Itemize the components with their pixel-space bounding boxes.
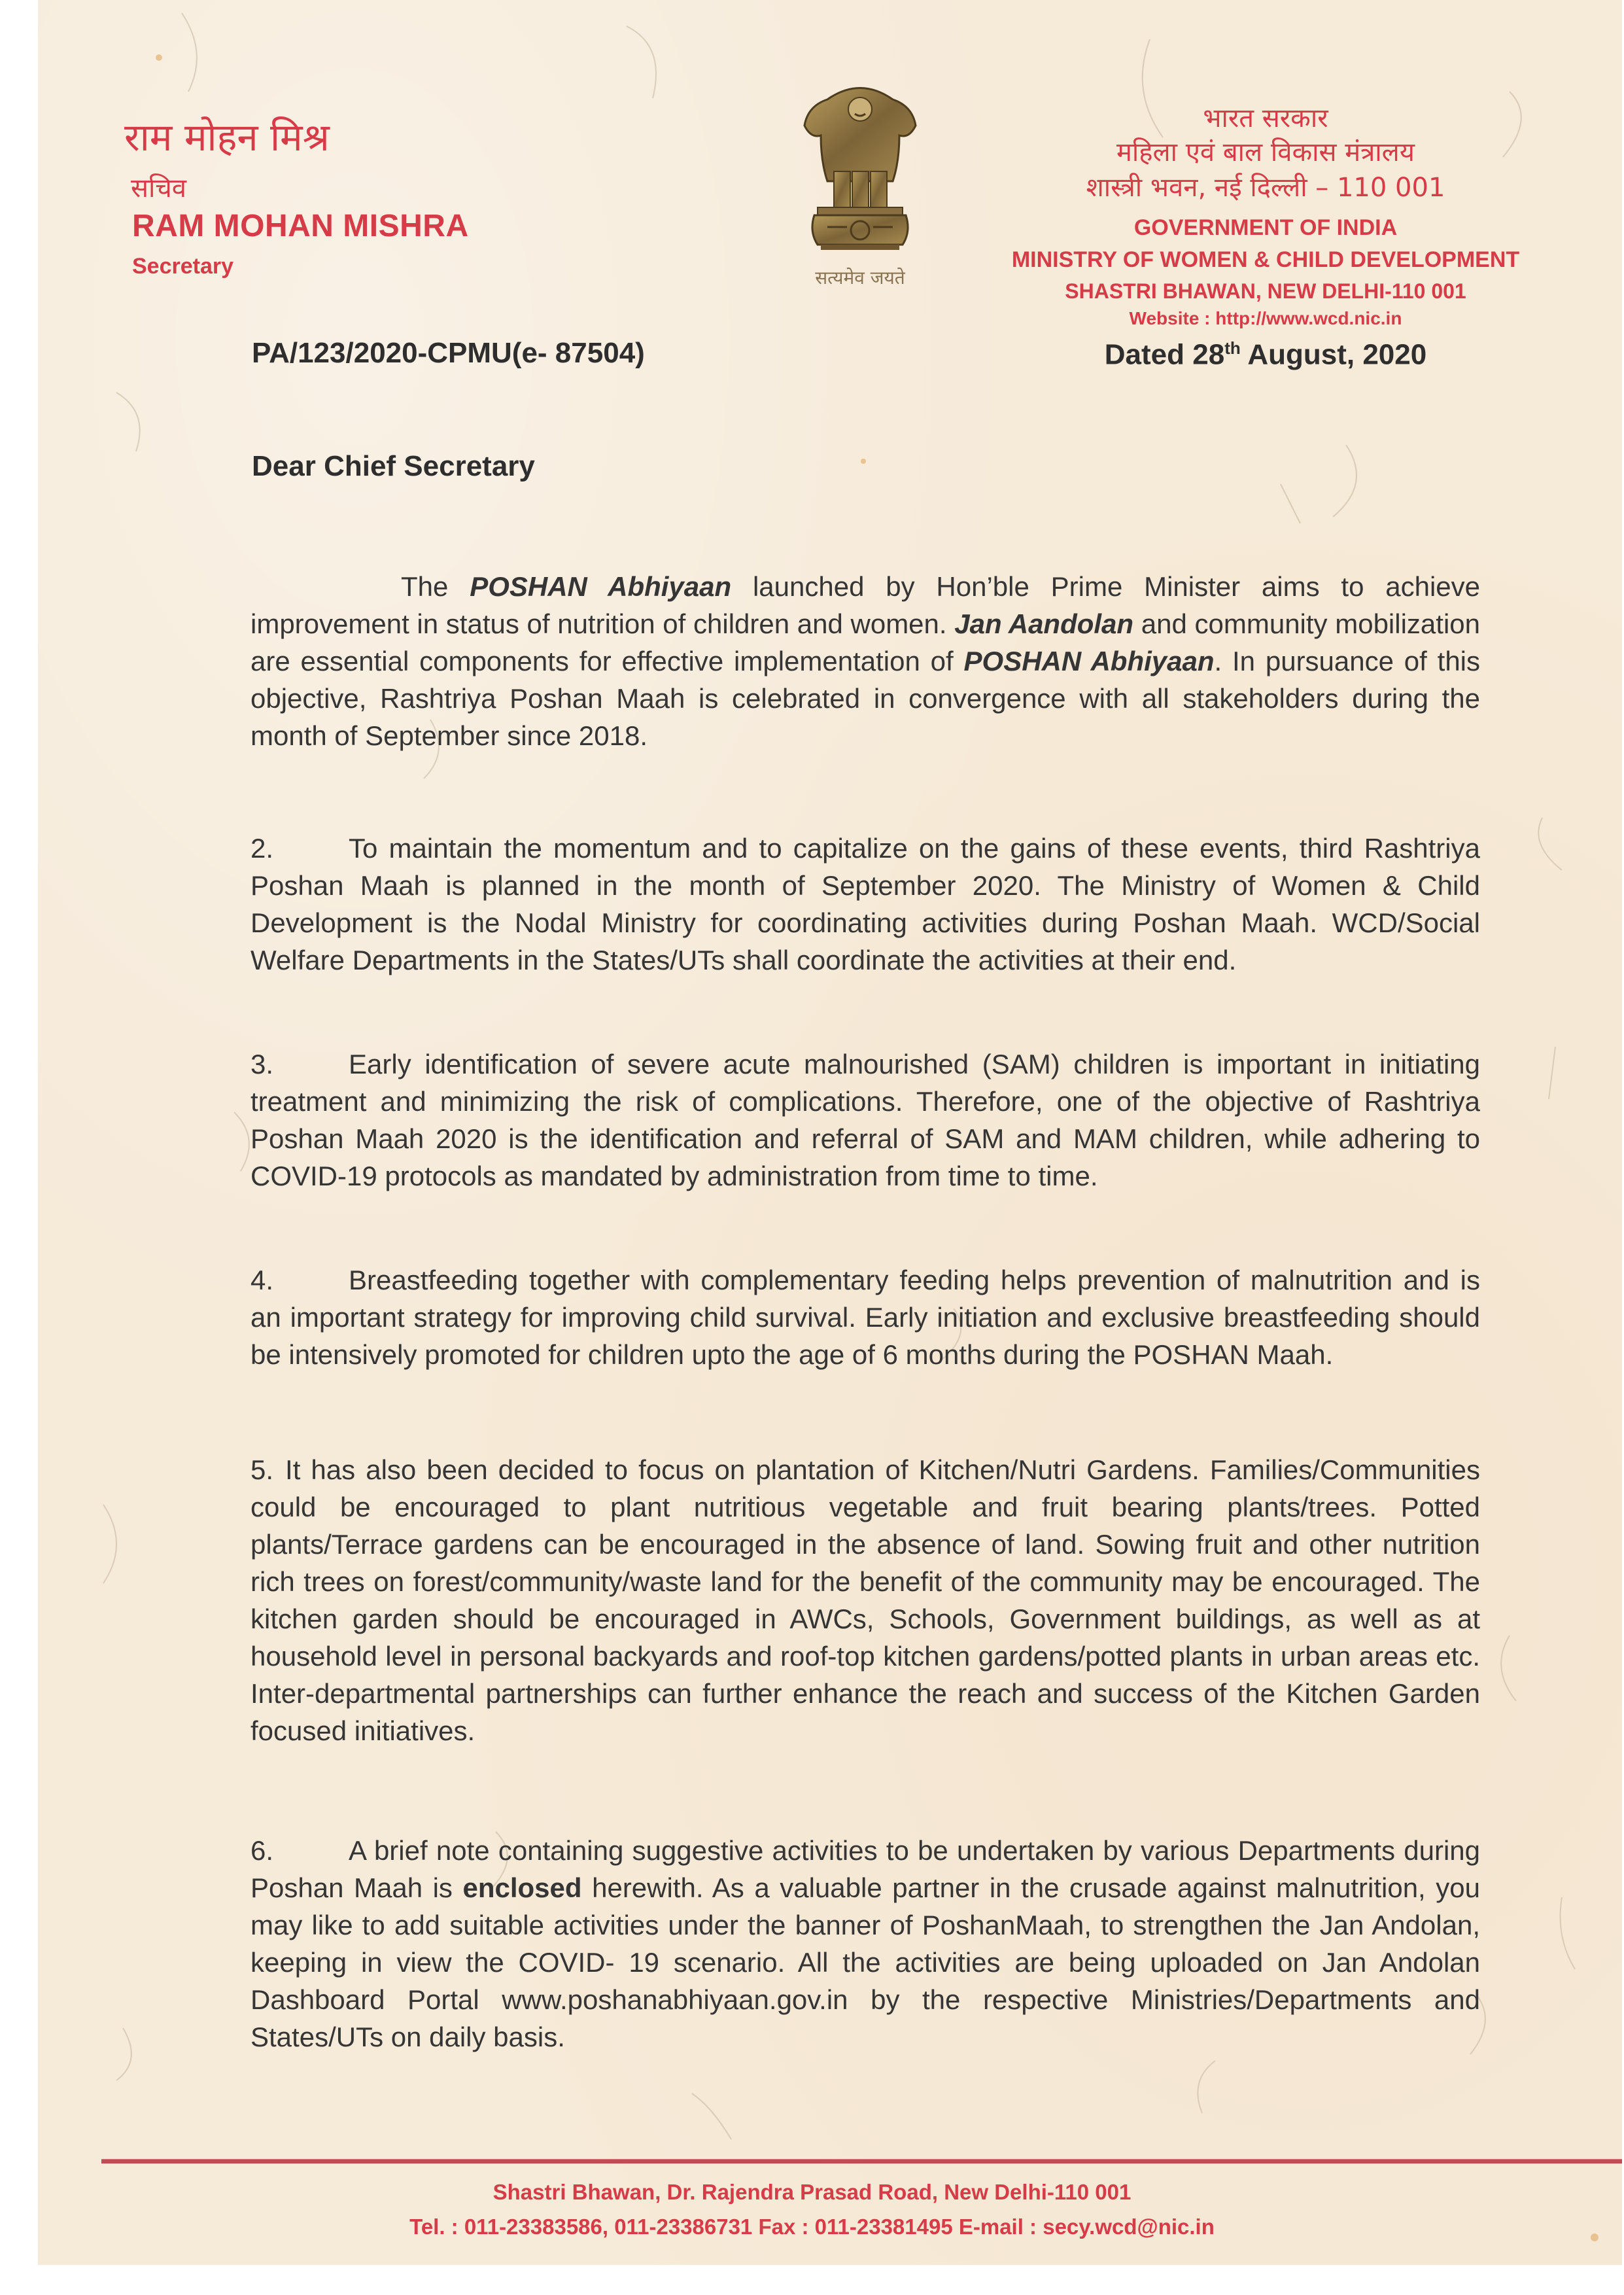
org-hindi-line-1: भारत सरकार [1203,103,1328,133]
footer-contact: Tel. : 011-23383586, 011-23386731 Fax : 011-23381495 E-mail : secy.wcd@nic.in [409,2215,1215,2239]
paragraph-text: To maintain the momentum and to capitalize on the gains of these events, third Rashtriya Poshan Maah is planned in the month of September 2020. The Ministry of Women & Child Development is the Nodal Ministry for coordinating activities during Poshan Maah. WCD/Social Welfare Departments in the States/UTs shall coordinate the activities at their end. [251,833,1480,975]
paragraph-number: 4. [251,1265,274,1295]
paragraph-text: launched by Hon’ble Prime Minister aims to achieve improvement in status of nutrition of children and women. [251,571,1481,639]
sender-name: RAM MOHAN MISHRA [132,209,469,243]
salutation: Dear Chief Secretary [252,450,535,482]
paragraph-number: 2. [251,833,274,864]
org-line-address: SHASTRI BHAWAN, NEW DELHI-110 001 [1065,279,1466,303]
paragraph-text: herewith. As a valuable partner in the crusade against malnutrition, you may like to add suitable activities under the banner of PoshanMaah, to strengthen the Jan Andolan, keeping in view the COVID- 19 scenario. All the activities are being uploaded on Jan Andolan Dashboard Portal www.poshanabhiyaan.gov.in by the respective Ministries/Departments and States/UTs on daily basis. [251,1872,1480,2052]
paragraph-text: and community mobilization are essential components for effective implementation of [251,608,1480,676]
org-hindi-line-3: शास्त्री भवन, नई दिल्ली – 110 001 [1086,173,1445,203]
emphasis-text: enclosed [462,1872,582,1903]
org-hindi-line-2: महिला एवं बाल विकास मंत्रालय [1116,137,1415,167]
reference-number: PA/123/2020-CPMU(e- 87504) [252,337,645,369]
org-line-government: GOVERNMENT OF INDIA [1133,215,1398,240]
org-website: Website : http://www.wcd.nic.in [1129,308,1402,328]
ministry-address-block [978,101,1553,373]
date-day: Dated 28 [1104,338,1225,371]
paragraph-1 [251,568,1480,754]
national-emblem-icon [782,73,939,289]
paragraph-text: A brief note containing suggestive activities to be undertaken by various Departments during Poshan Maah is [251,1835,1480,1903]
date-ordinal: th [1224,338,1241,358]
org-line-ministry: MINISTRY OF WOMEN & CHILD DEVELOPMENT [1011,247,1520,272]
paragraph-text: It has also been decided to focus on plantation of Kitchen/Nutri Gardens. Families/Communities could be encouraged to plant nutritious vegetable and fruit bearing plants/trees. Potted plants/Terrace gardens can be encouraged in the absence of land. Sowing fruit and other nutrition rich trees on forest/community/waste land for the benefit of the community may be encouraged. The kitchen garden should be encouraged in AWCs, Schools, Government buildings, as well as at household level in personal backyards and roof-top kitchen gardens/potted plants in urban areas etc. Inter-departmental partnerships can further enhance the reach and success of the Kitchen Garden focused initiatives. [251,1454,1480,1746]
footer-rule [101,2159,1622,2164]
paragraph-text: The [401,571,470,602]
paragraph-2 [251,830,1480,979]
date-month-year: August, 2020 [1240,338,1427,371]
paragraph-6 [251,1832,1480,2056]
paragraph-text: . In pursuance of this objective, Rashtriya Poshan Maah is celebrated in convergence with all stakeholders during the month of September since 2018. [251,646,1481,751]
emblem-motto: सत्यमेव जयते [815,267,905,289]
footer-address: Shastri Bhawan, Dr. Rajendra Prasad Road, New Delhi-110 001 [492,2180,1132,2204]
emphasis-text: Jan Aandolan [954,608,1134,639]
letter-date [978,330,1553,373]
sender-title: Secretary [132,254,234,279]
paragraph-number: 3. [251,1049,274,1079]
paragraph-text: Early identification of severe acute malnourished (SAM) children is important in initiating treatment and minimizing the risk of complications. Therefore, one of the objective of Rashtriya Poshan Maah 2020 is the identification and referral of SAM and MAM children, while adhering to COVID-19 protocols as mandated by administration from time to time. [251,1049,1480,1191]
emphasis-text: POSHAN Abhiyaan [963,646,1215,676]
paragraph-3 [251,1045,1480,1195]
paragraph-number: 5. [251,1454,274,1485]
emphasis-text: POSHAN Abhiyaan [470,571,732,602]
sender-name-hindi: राम मोहन मिश्र [124,115,330,160]
paragraph-number: 6. [251,1835,274,1866]
paragraph-4 [251,1261,1480,1373]
paragraph-text: Breastfeeding together with complementary feeding helps prevention of malnutrition and is an important strategy for improving child survival. Early initiation and exclusive breastfeeding should be intensively promoted for children upto the age of 6 months during the POSHAN Maah. [251,1265,1480,1370]
paragraph-5 [251,1451,1480,1749]
sender-title-hindi: सचिव [131,173,187,203]
